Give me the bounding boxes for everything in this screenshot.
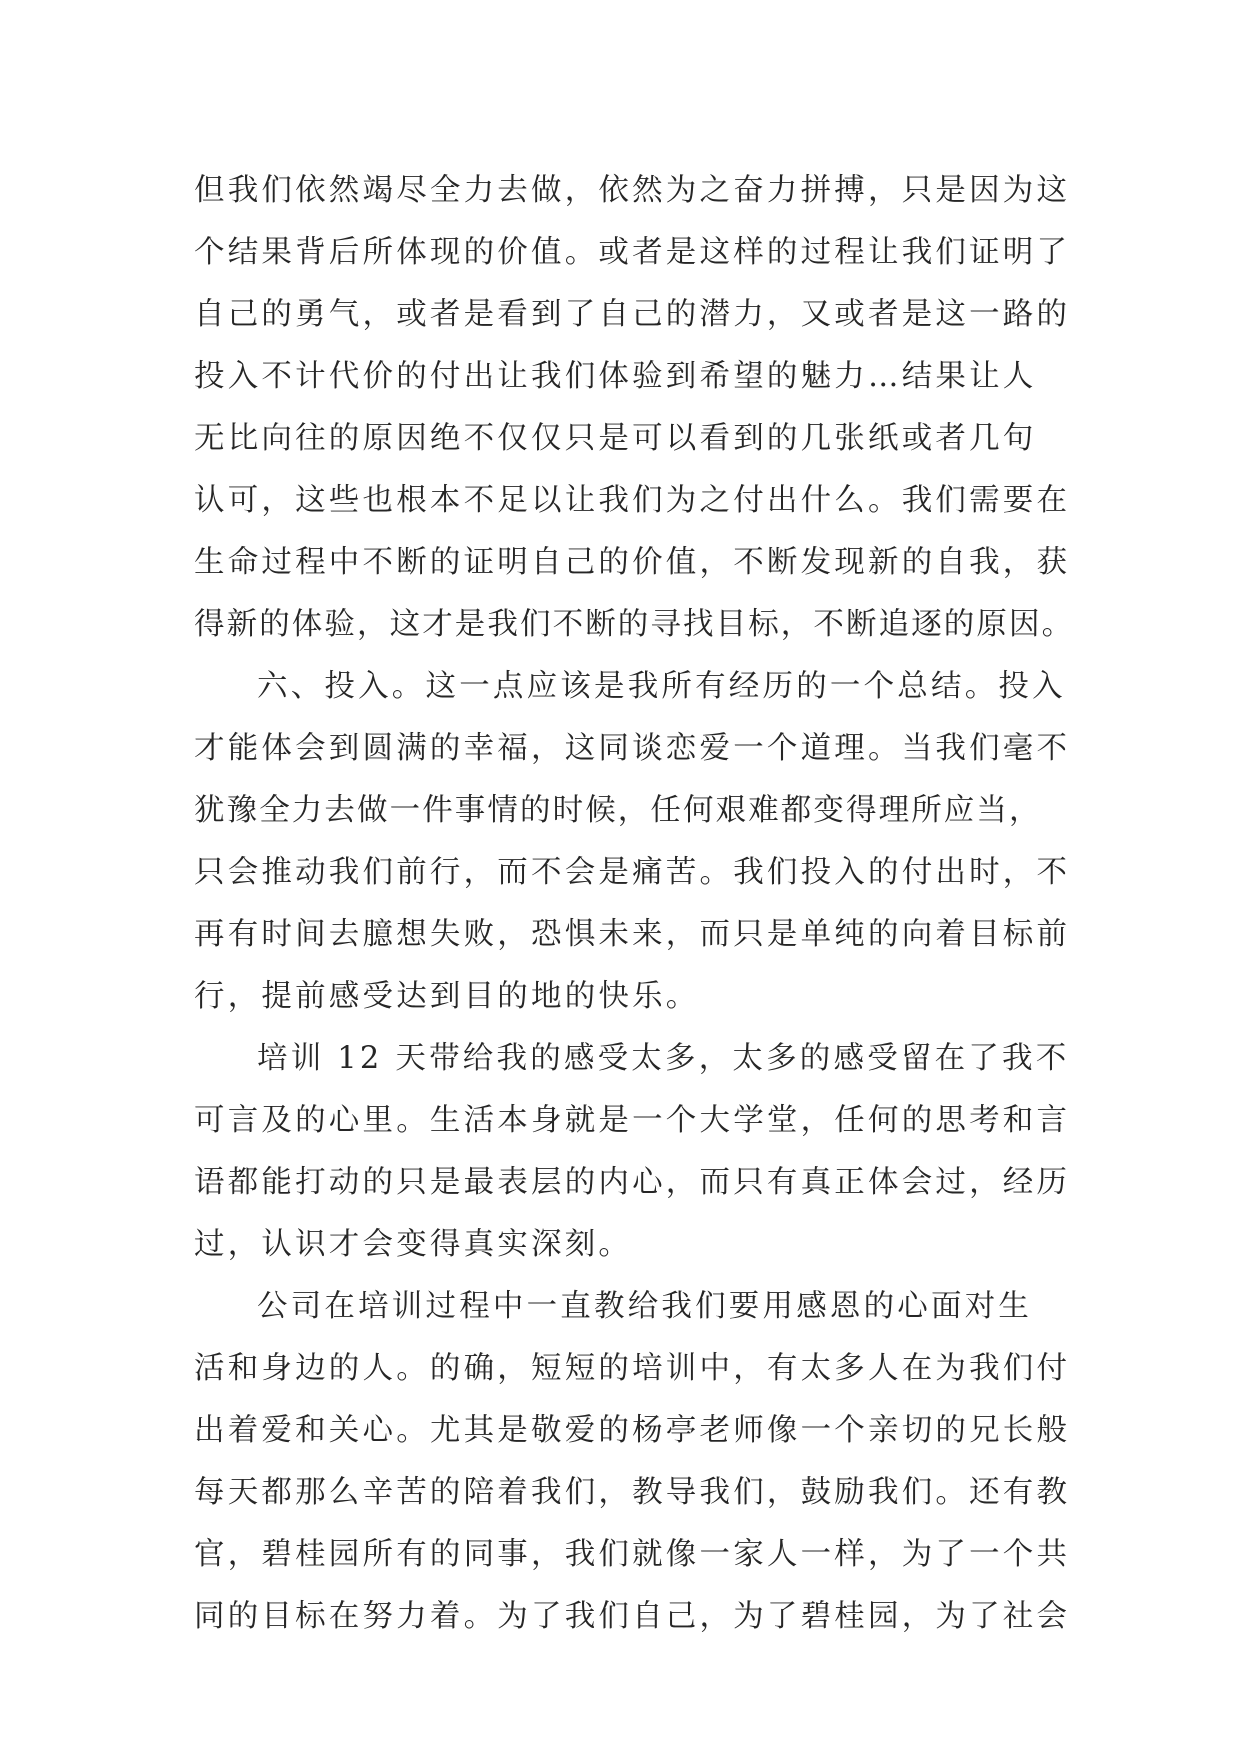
text-line: 生命过程中不断的证明自己的价值，不断发现新的自我，获 [194,545,1071,580]
text-line: 官，碧桂园所有的同事，我们就像一家人一样，为了一个共 [194,1537,1071,1572]
text-line: 活和身边的人。的确，短短的培训中，有太多人在为我们付 [194,1351,1071,1386]
text-line: 出着爱和关心。尤其是敬爱的杨亭老师像一个亲切的兄长般 [194,1413,1071,1448]
text-line: 只会推动我们前行，而不会是痛苦。我们投入的付出时，不 [194,855,1071,890]
text-line: 才能体会到圆满的幸福，这同谈恋爱一个道理。当我们毫不 [194,731,1071,766]
text-line: 犹豫全力去做一件事情的时候，任何艰难都变得理所应当， [194,793,1042,828]
text-line: 再有时间去臆想失败，恐惧未来，而只是单纯的向着目标前 [194,917,1071,952]
text-line: 可言及的心里。生活本身就是一个大学堂，任何的思考和言 [194,1103,1071,1138]
text-line: 过，认识才会变得真实深刻。 [194,1227,633,1262]
text-line: 语都能打动的只是最表层的内心，而只有真正体会过，经历 [194,1165,1071,1200]
text-line: 投入不计代价的付出让我们体验到希望的魅力…结果让人 [194,359,1037,394]
text-line: 得新的体验，这才是我们不断的寻找目标，不断追逐的原因。 [194,607,1075,642]
text-line: 每天都那么辛苦的陪着我们，教导我们，鼓励我们。还有教 [194,1475,1071,1510]
paragraph-first-line: 培训 12 天带给我的感受太多，太多的感受留在了我不 [257,1041,1070,1076]
document-body [194,160,1075,1648]
text-line: 自己的勇气，或者是看到了自己的潜力，又或者是这一路的 [194,297,1071,332]
paragraph-first-line: 六、投入。这一点应该是我所有经历的一个总结。投入 [257,669,1066,704]
text-line: 个结果背后所体现的价值。或者是这样的过程让我们证明了 [194,235,1071,270]
text-line: 但我们依然竭尽全力去做，依然为之奋力拼搏，只是因为这 [194,173,1071,208]
text-line: 行，提前感受达到目的地的快乐。 [194,979,700,1014]
text-line: 无比向往的原因绝不仅仅只是可以看到的几张纸或者几句 [194,421,1037,456]
text-line: 同的目标在努力着。为了我们自己，为了碧桂园，为了社会 [194,1599,1071,1634]
paragraph-first-line: 公司在培训过程中一直教给我们要用感恩的心面对生 [257,1289,1033,1324]
text-line: 认可，这些也根本不足以让我们为之付出什么。我们需要在 [194,483,1071,518]
